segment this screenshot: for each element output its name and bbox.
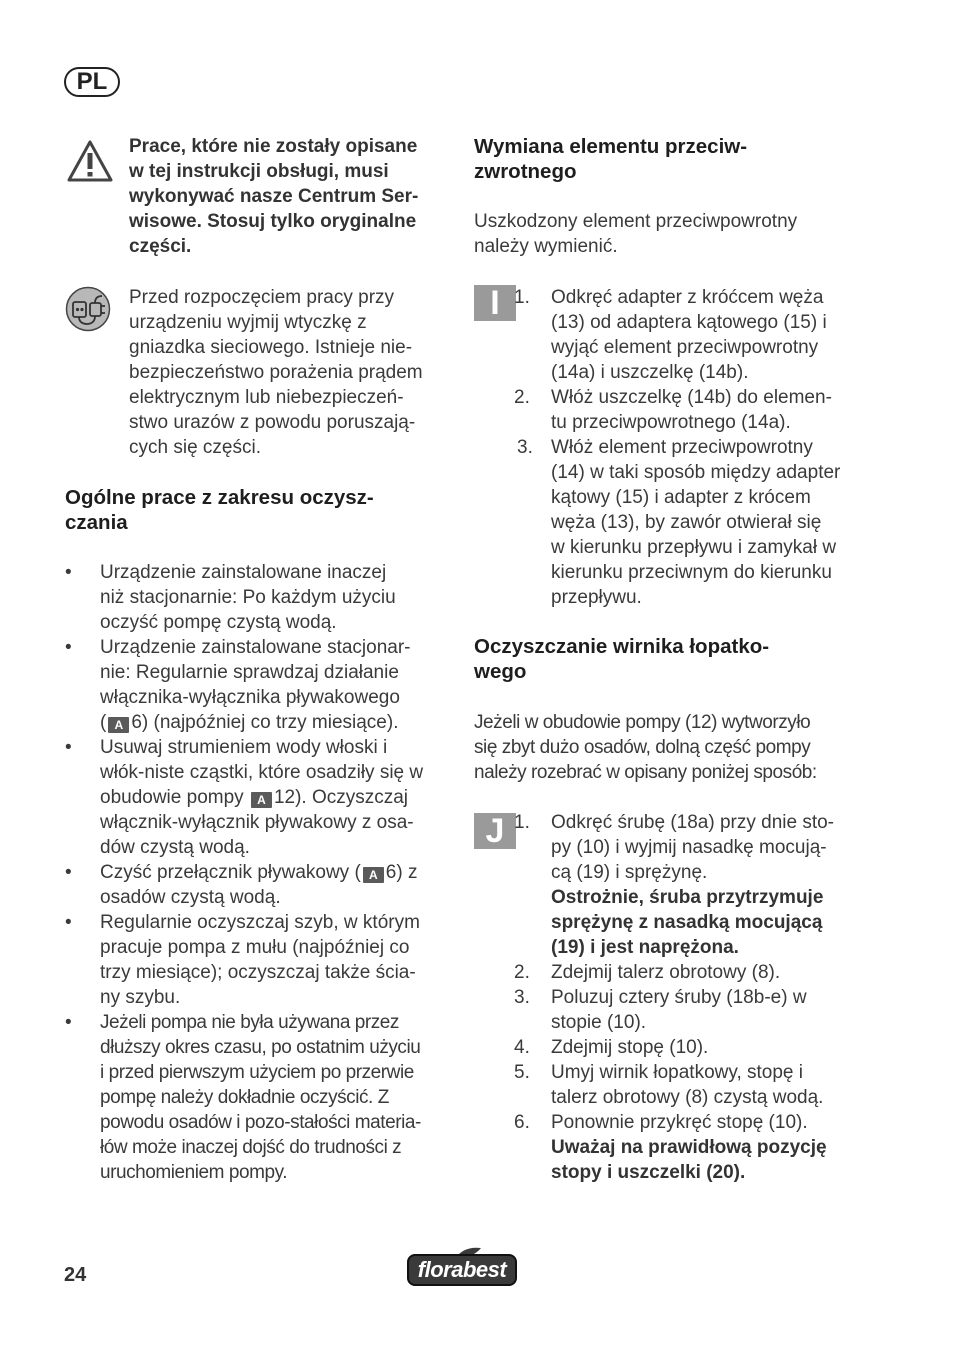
- step-number: 4.: [514, 1037, 530, 1058]
- step-line: py (10) i wyjmij nasadkę mocują-: [551, 837, 827, 858]
- step-bold-line: Ostrożnie, śruba przytrzymuje: [551, 887, 824, 908]
- unplug-line: elektrycznym lub niebezpieczeń-: [129, 387, 404, 408]
- figure-a-badge: A: [363, 867, 384, 883]
- section-j-badge: J: [474, 813, 516, 849]
- step-number: 1.: [514, 287, 530, 308]
- step-line: Odkręć śrubę (18a) przy dnie sto-: [551, 812, 835, 833]
- bullet-line: uruchomieniem pompy.: [100, 1162, 288, 1183]
- step-bold-line: (19) i jest naprężona.: [551, 937, 739, 958]
- cleaning-heading: [65, 485, 455, 535]
- step-line: węża (13), by zawór otwierał się: [551, 512, 822, 533]
- step-number: 1.: [514, 812, 530, 833]
- bullet-line: nie: Regularnie sprawdzaj działanie: [100, 662, 399, 683]
- step-line: Włóż uszczelkę (14b) do elemen-: [551, 387, 832, 408]
- page-number: 24: [64, 1264, 87, 1286]
- bullet-line: pracuje pompa z mułu (najpóźniej co: [100, 937, 410, 958]
- bullet-line: [100, 710, 460, 735]
- impeller-intro: [474, 710, 874, 785]
- bullet-line: trzy miesiące); oczyszczaj także ścia-: [100, 962, 416, 983]
- figure-a-badge: A: [251, 792, 272, 808]
- step-line: (13) od adaptera kątowego (15) i: [551, 312, 827, 333]
- step-line: Umyj wirnik łopatkowy, stopę i: [551, 1062, 804, 1083]
- step-line: (14) w taki sposób między adapter: [551, 462, 841, 483]
- step-line: kątowy (15) i adapter z krócem: [551, 487, 811, 508]
- intro-line: Jeżeli w obudowie pompy (12) wytworzyło: [474, 712, 811, 733]
- heading-line: zwrotnego: [474, 160, 577, 183]
- bullet-line: włącznik-wyłącznik pływakowy z osa-: [100, 812, 414, 833]
- warning-line: w tej instrukcji obsługi, musi: [129, 161, 389, 182]
- bullet-line: Urządzenie zainstalowane inaczej: [100, 562, 387, 583]
- section-i-badge: I: [474, 285, 516, 321]
- step-item: [474, 985, 874, 1035]
- bullet-line: łów może inaczej dojść do trudności z: [100, 1137, 402, 1158]
- list-item: [65, 910, 460, 1010]
- bullet-line: i przed pierwszym użyciem po przerwie: [100, 1062, 414, 1083]
- cleaning-bullet-list: [65, 560, 460, 1185]
- bullet-line: włók-niste cząstki, które osadziły się w: [100, 762, 424, 783]
- step-number: 3.: [514, 987, 530, 1008]
- brand-name: florabest: [407, 1254, 517, 1286]
- heading-line: Wymiana elementu przeciw-: [474, 135, 748, 158]
- ref-pre: Czyść przełącznik pływakowy (: [100, 862, 361, 883]
- step-item: [474, 1110, 874, 1185]
- check-valve-heading: [474, 134, 874, 184]
- ref-post: 6) z: [385, 862, 418, 883]
- step-line: stopie (10).: [551, 1012, 647, 1033]
- list-item: [65, 560, 460, 635]
- bullet-line: Jeżeli pompa nie była używana przez: [100, 1012, 399, 1033]
- unplug-line: stwo urazów z powodu poruszają-: [129, 412, 416, 433]
- step-line: przepływu.: [551, 587, 642, 608]
- step-line: cą (19) i sprężynę.: [551, 862, 708, 883]
- intro-line: należy wymienić.: [474, 236, 618, 257]
- bullet-line: dłuższy okres czasu, po ostatnim użyciu: [100, 1037, 421, 1058]
- intro-line: Uszkodzony element przeciwpowrotny: [474, 211, 798, 232]
- step-item: [474, 385, 874, 435]
- ref-post: 12). Oczyszczaj: [273, 787, 409, 808]
- step-item: [474, 285, 874, 385]
- step-number: 6.: [514, 1112, 530, 1133]
- step-item: [474, 1035, 874, 1060]
- step-line: tu przeciwpowrotnego (14a).: [551, 412, 791, 433]
- step-item: [474, 960, 874, 985]
- brand-logo: [407, 1246, 517, 1288]
- bullet-line: Regularnie oczyszczaj szyb, w którym: [100, 912, 420, 933]
- warning-line: części.: [129, 236, 192, 257]
- step-bold-line: sprężynę z nasadką mocującą: [551, 912, 823, 933]
- step-line: Odkręć adapter z króćcem węża: [551, 287, 824, 308]
- ref-pre: obudowie pompy: [100, 787, 249, 808]
- step-item: [474, 810, 874, 960]
- heading-line: czania: [65, 511, 128, 534]
- step-line: talerz obrotowy (8) czystą wodą.: [551, 1087, 824, 1108]
- bullet-line: Usuwaj strumieniem wody włoski i: [100, 737, 388, 758]
- step-line: kierunku przeciwnym do kierunku: [551, 562, 832, 583]
- heading-line: Ogólne prace z zakresu oczysz-: [65, 486, 374, 509]
- ref-open: (: [100, 712, 107, 733]
- heading-line: Oczyszczanie wirnika łopatko-: [474, 635, 770, 658]
- step-line: (14a) i uszczelkę (14b).: [551, 362, 749, 383]
- step-number: 3.: [517, 437, 533, 458]
- bullet-line: włącznika-wyłącznika pływakowego: [100, 687, 400, 708]
- step-bold-line: Uważaj na prawidłową pozycję: [551, 1137, 827, 1158]
- warning-text-source: [0, 0, 1, 1]
- bullet-dot: •: [65, 912, 72, 933]
- bullet-line: pompę należy dokładnie oczyścić. Z: [100, 1087, 389, 1108]
- heading-line: wego: [474, 660, 527, 683]
- list-item: [65, 635, 460, 735]
- section-i-steps: [474, 285, 874, 610]
- unplug-line: urządzeniu wyjmij wtyczkę z: [129, 312, 367, 333]
- step-number: 2.: [514, 962, 530, 983]
- unplug-line: gniazdka sieciowego. Istnieje nie-: [129, 337, 413, 358]
- warning-line: Prace, które nie zostały opisane: [129, 136, 418, 157]
- bullet-line: [100, 860, 460, 885]
- warning-triangle-icon: [66, 139, 114, 183]
- check-valve-intro: [474, 209, 874, 259]
- bullet-line: niż stacjonarnie: Po każdym użyciu: [100, 587, 396, 608]
- unplug-line: Przed rozpoczęciem pracy przy: [129, 287, 395, 308]
- bullet-line: ny szybu.: [100, 987, 181, 1008]
- step-number: 5.: [514, 1062, 530, 1083]
- step-line: w kierunku przepływu i zamykał w: [551, 537, 837, 558]
- bullet-line: oczyść pompę czystą wodą.: [100, 612, 337, 633]
- impeller-heading: [474, 634, 874, 684]
- section-j-steps: [474, 810, 874, 1185]
- unplug-line: cych się części.: [129, 437, 261, 458]
- bullet-dot: •: [65, 562, 72, 583]
- figure-a-badge: A: [108, 717, 129, 733]
- unplug-icon: [65, 286, 111, 332]
- step-item: [474, 1060, 874, 1110]
- bullet-line: Urządzenie zainstalowane stacjonar-: [100, 637, 411, 658]
- step-line: wyjąć element przeciwpowrotny: [551, 337, 819, 358]
- list-item: [65, 860, 460, 910]
- step-line: Poluzuj cztery śruby (18b-e) w: [551, 987, 807, 1008]
- language-badge: PL: [64, 67, 120, 97]
- bullet-line: powodu osadów i pozo-stałości materia-: [100, 1112, 421, 1133]
- step-number: 2.: [514, 387, 530, 408]
- step-bold-line: stopy i uszczelki (20).: [551, 1162, 746, 1183]
- step-line: Zdejmij stopę (10).: [551, 1037, 709, 1058]
- bullet-dot: •: [65, 1012, 72, 1033]
- intro-line: należy rozebrać w opisany poniżej sposób:: [474, 762, 817, 783]
- unplug-line: bezpieczeństwo porażenia prądem: [129, 362, 423, 383]
- unplug-text: [129, 285, 459, 460]
- step-line: Ponownie przykręć stopę (10).: [551, 1112, 808, 1133]
- step-item: [474, 435, 874, 610]
- bullet-line: [100, 785, 460, 810]
- list-item: [65, 735, 460, 860]
- bullet-dot: •: [65, 637, 72, 658]
- bullet-dot: •: [65, 862, 72, 883]
- bullet-dot: •: [65, 737, 72, 758]
- bullet-line: dów czystą wodą.: [100, 837, 250, 858]
- step-line: Zdejmij talerz obrotowy (8).: [551, 962, 781, 983]
- step-line: Włóż element przeciwpowrotny: [551, 437, 813, 458]
- list-item: [65, 1010, 460, 1185]
- intro-line: się zbyt dużo osadów, dolną część pompy: [474, 737, 811, 758]
- warning-line: wisowe. Stosuj tylko oryginalne: [129, 211, 417, 232]
- warning-line: wykonywać nasze Centrum Ser-: [129, 186, 419, 207]
- ref-rest: 6) (najpóźniej co trzy miesiące).: [131, 712, 399, 733]
- bullet-line: osadów czystą wodą.: [100, 887, 281, 908]
- warning-text: [129, 134, 459, 259]
